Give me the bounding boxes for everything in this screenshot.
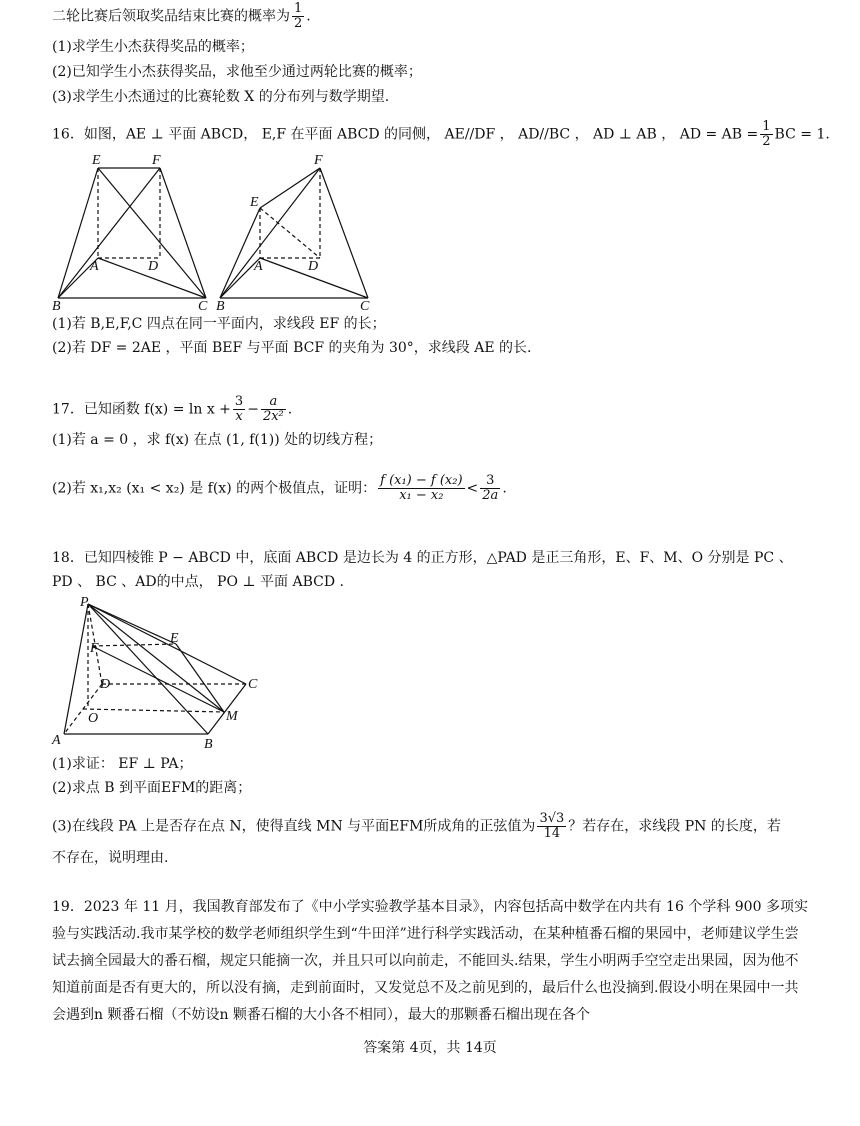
q15-part1: (1)求学生小杰获得奖品的概率； (52, 39, 254, 55)
fig18-label-C: C (248, 677, 258, 692)
q15-tail (52, 2, 311, 31)
fig18-label-E: E (170, 631, 179, 646)
fig16b-label-E: E (250, 195, 259, 210)
fig16-label-E: E (92, 153, 101, 168)
fig16-label-A: A (90, 259, 99, 274)
frac-num: 3 (480, 474, 500, 489)
fig16-label-D: D (148, 259, 159, 274)
q18-figure (48, 594, 278, 750)
fig18-label-B: B (204, 737, 213, 750)
fig16-label-F: F (152, 153, 161, 168)
q17-minus: − (247, 401, 259, 418)
q17-part2-text: (2)若 x₁,x₂ (x₁ < x₂) 是 f(x) 的两个极值点，证明： (52, 480, 377, 497)
q17-part2-fraction (378, 474, 464, 503)
fig18-label-F: F (90, 641, 99, 656)
q15-part2: (2)已知学生小杰获得奖品，求他至少通过两轮比赛的概率； (52, 64, 422, 80)
fig18-label-A: A (52, 733, 61, 748)
q17-part2-fraction-rhs (480, 474, 500, 503)
frac-den: 2 (294, 16, 303, 31)
q17-fraction-2 (261, 395, 286, 424)
page-footer: 答案第 4页，共 14页 (363, 1040, 497, 1056)
q15-tail-fraction (292, 2, 304, 31)
frac-den: 14 (543, 826, 561, 841)
q17-part2-end: . (502, 480, 507, 497)
fig16b-label-D: D (308, 259, 319, 274)
q18-part1: (1)求证： EF ⊥ PA； (52, 756, 193, 772)
q17-fraction-1 (233, 395, 245, 424)
q16-stem-end: BC = 1. (774, 126, 830, 143)
q18-stem-line1: 18．已知四棱锥 P − ABCD 中，底面 ABCD 是边长为 4 的正方形，△PAD 是正三角形，E、F、M、O 分别是 PC 、 (52, 550, 793, 566)
fig18-label-O: O (88, 711, 99, 726)
q18-stem-line2: PD 、 BC 、AD的中点， PO ⊥ 平面 ABCD . (52, 574, 344, 590)
frac-num: 3 (234, 394, 244, 409)
fig16-label-C: C (198, 299, 208, 312)
q16-part1: (1)若 B,E,F,C 四点在同一平面内，求线段 EF 的长； (52, 316, 386, 332)
frac-num: 3√3 (539, 811, 565, 826)
q16-figure (48, 150, 388, 312)
fig16b-label-F: F (314, 153, 323, 168)
q16-stem-text: 16．如图，AE ⊥ 平面 ABCD， E,F 在平面 ABCD 的同侧， AE//DF ， AD//BC ， AD ⊥ AB ， AD = AB = (52, 126, 759, 143)
q18-part3-text: (3)在线段 PA 上是否存在点 N，使得直线 MN 与平面EFM所成角的正弦值为 (52, 818, 536, 835)
frac-den: 2x² (262, 409, 284, 424)
q18-part3-text-b: ？若存在，求线段 PN 的长度，若 (568, 818, 781, 835)
frac-num: 1 (294, 1, 303, 16)
q16-stem (52, 120, 830, 149)
q19-text: 19．2023 年 11 月，我国教育部发布了《中小学实验教学基本目录》，内容包括高中数学在内共有 16 个学科 900 多项实验与实践活动.我市某学校的数学老师组织学生到“牛田洋”进行科学实践活动，在某种植番石榴的果园中，老师建议学生尝试去摘全园最大的番石榴，规定只能摘一次，并且只可以向前走，不能回头.结果，学生小明两手空空走出果园，因为他不知道前面是否有更大的，所以没有摘，走到前面时，又发觉总不及之前见到的，最后什么也没摘到.假设小明在果园中一共会遇到n 颗番石榴（不妨设n 颗番石榴的大小各不相同），最大的那颗番石榴出现在各个 (52, 899, 808, 1023)
q17-less-than: < (466, 480, 479, 497)
frac-den: x₁ − x₂ (399, 488, 444, 503)
fig18-label-D: D (100, 677, 111, 692)
q17-part1: (1)若 a = 0 ，求 f(x) 在点 (1, f(1)) 处的切线方程； (52, 432, 383, 448)
q18-part3-fraction (537, 812, 566, 841)
frac-den: 2a (482, 488, 499, 503)
q17-stem (52, 395, 292, 424)
q15-part3: (3)求学生小杰通过的比赛轮数 X 的分布列与数学期望. (52, 89, 390, 105)
q16-fraction (760, 120, 772, 149)
fig18-label-P: P (80, 595, 89, 610)
frac-num: a (261, 395, 286, 410)
q15-tail-end: . (306, 8, 311, 25)
q18-part2: (2)求点 B 到平面EFM的距离； (52, 780, 252, 796)
q18-part3-line2: 不存在，说明理由. (52, 850, 169, 866)
fig16b-label-C: C (360, 299, 370, 312)
q17-part2 (52, 474, 507, 503)
frac-num: f (x₁) − f (x₂) (380, 473, 463, 488)
q17-stem-text: 17．已知函数 f(x) = ln x + (52, 401, 231, 418)
frac-den: 2 (762, 134, 771, 149)
fig18-label-M: M (226, 709, 238, 724)
fig16-label-B: B (52, 299, 61, 312)
q17-stem-end: . (287, 401, 293, 418)
q16-part2: (2)若 DF = 2AE ，平面 BEF 与平面 BCF 的夹角为 30°，求线段 AE 的长. (52, 340, 532, 356)
fig16b-label-B: B (216, 299, 225, 312)
q18-part3 (52, 812, 781, 841)
q15-tail-text: 二轮比赛后领取奖品结束比赛的概率为 (52, 8, 290, 25)
fig16b-label-A: A (254, 259, 263, 274)
frac-den: x (235, 409, 243, 424)
frac-num: 1 (762, 119, 771, 134)
